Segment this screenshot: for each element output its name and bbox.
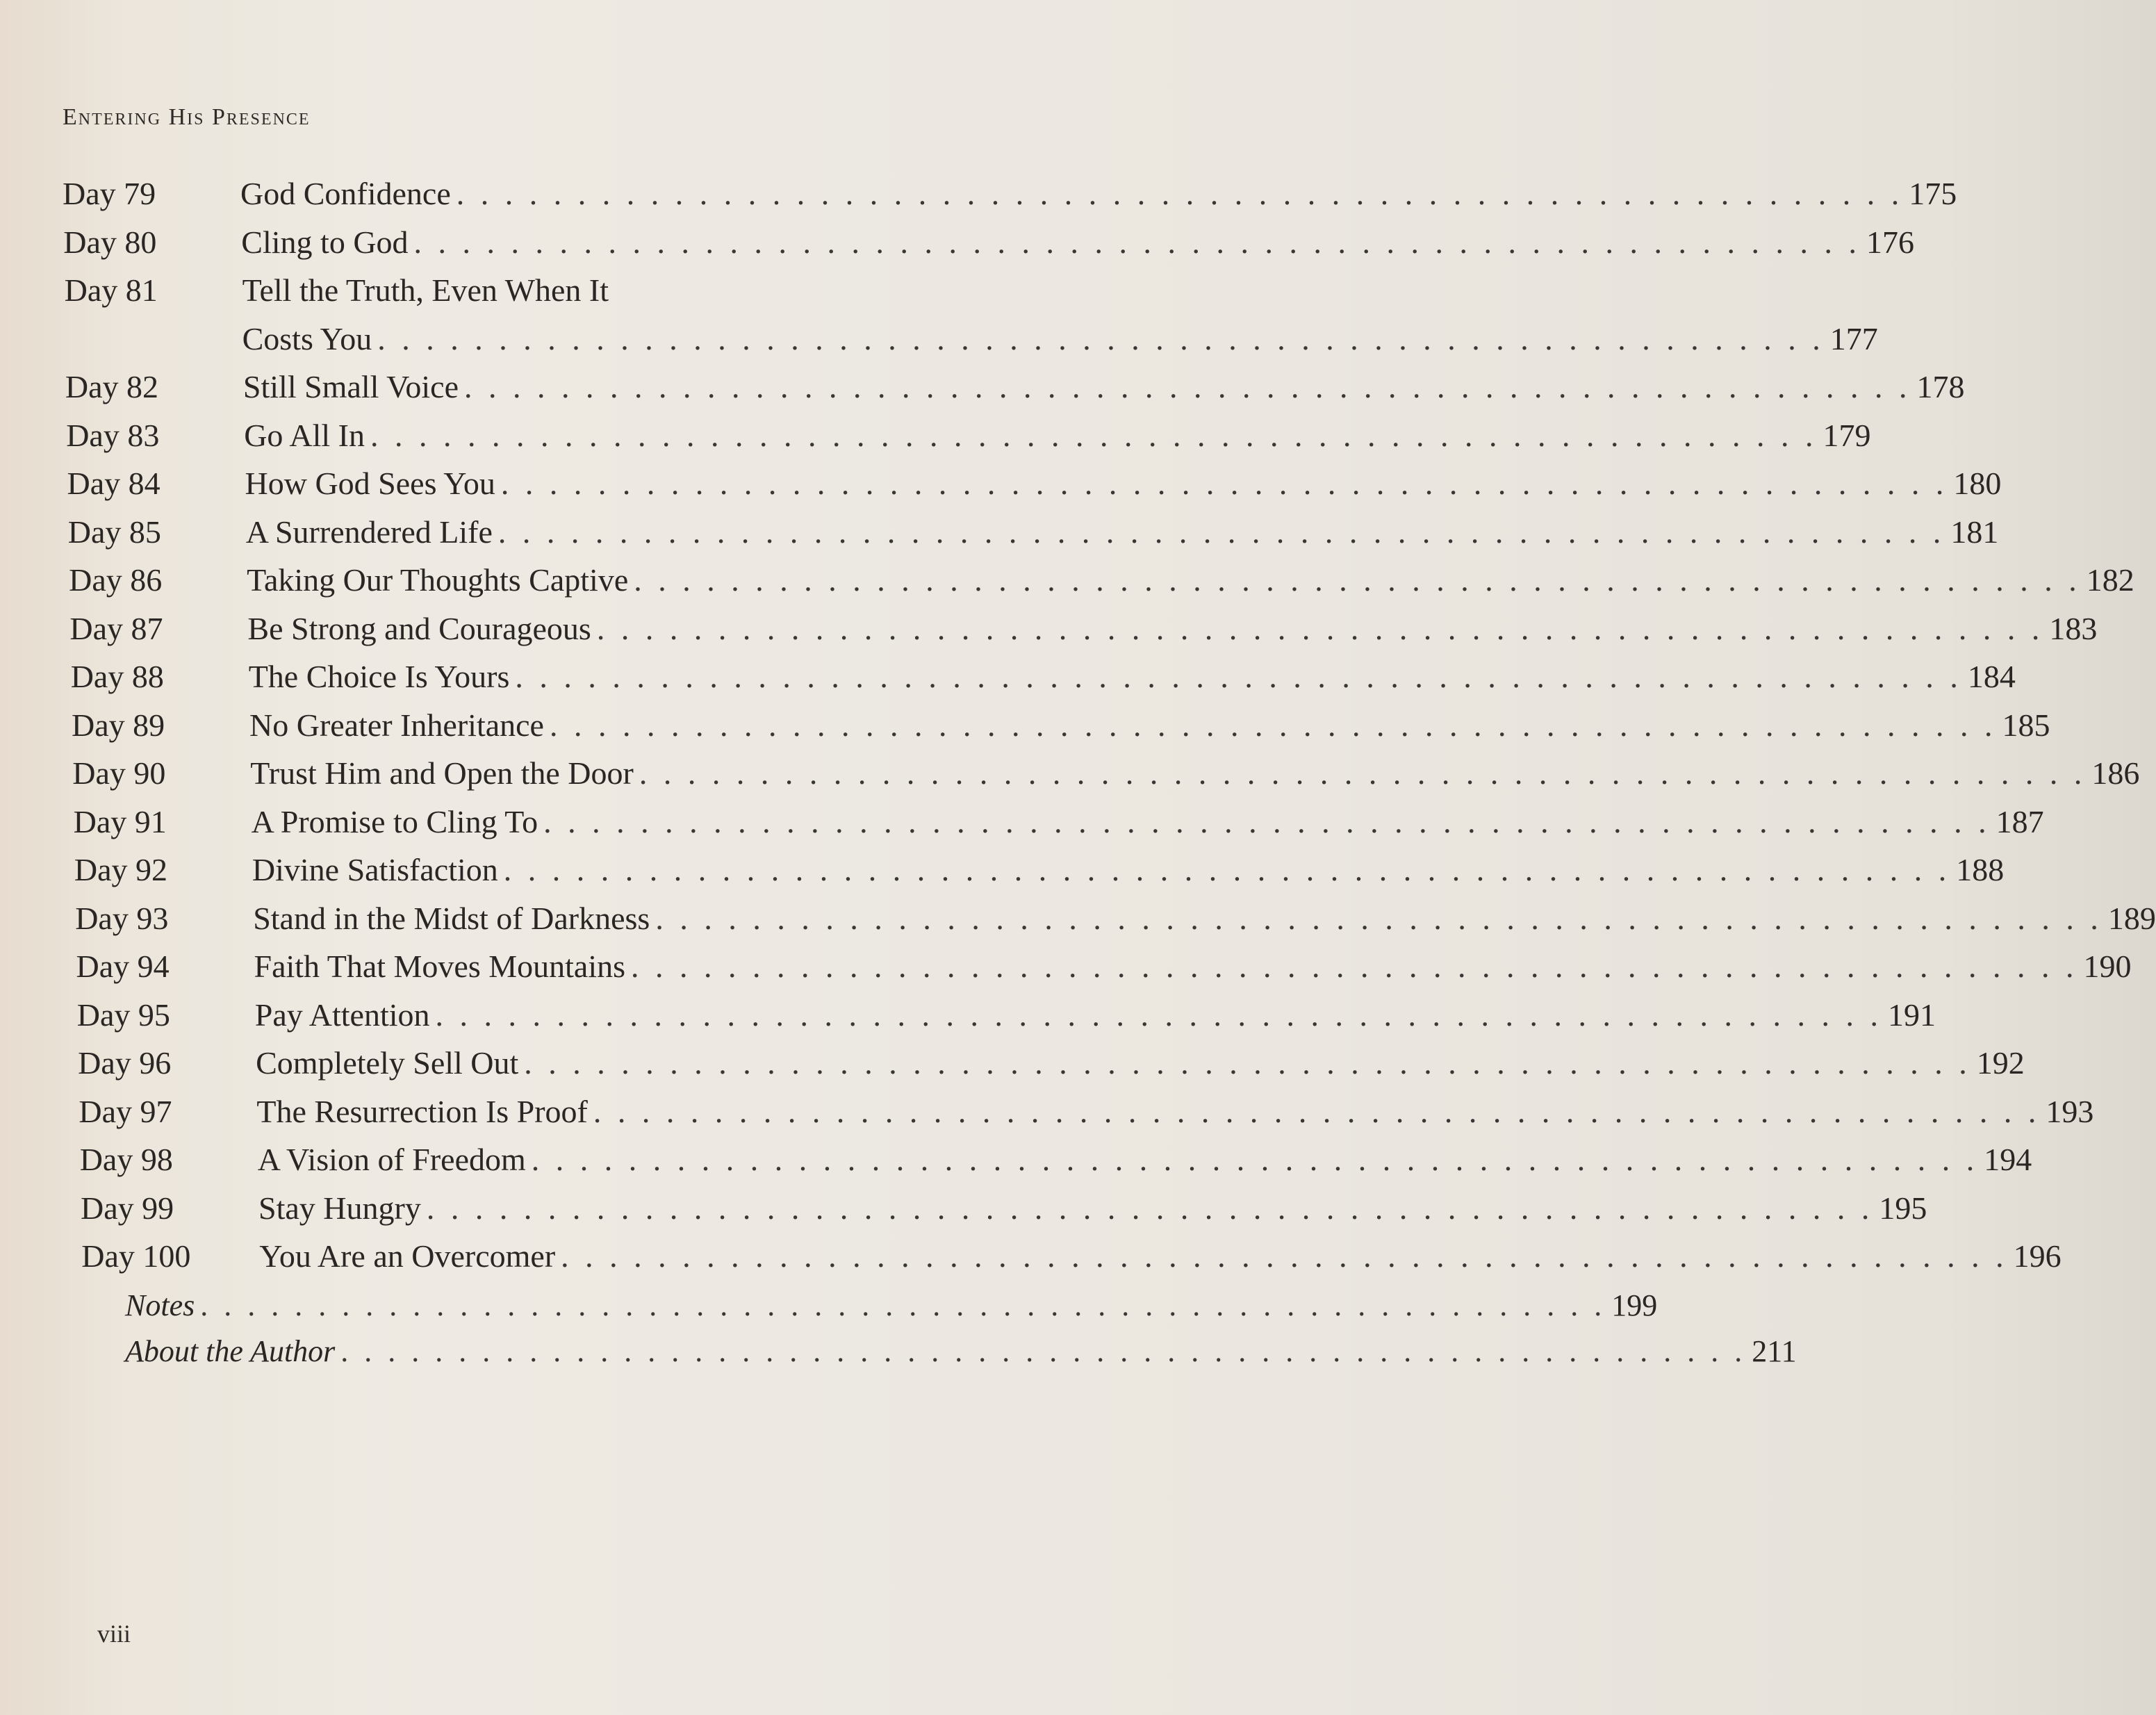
toc-page-number: 185 <box>2002 707 2050 743</box>
toc-title-line <box>241 218 1915 267</box>
dot-leader: . . . . . . . . . . . . . . . . . . . . . . . . . . . . . . . . . . . . . . . . . . . . . . . . . . . . . . . . . . . . <box>370 417 1818 453</box>
toc-title-line <box>258 1184 1927 1233</box>
toc-day-label: Day 87 <box>69 610 163 646</box>
toc-page-number: 188 <box>1956 852 2005 887</box>
toc-title-line <box>247 605 2098 653</box>
toc-day-label: Day 93 <box>75 900 169 936</box>
back-matter-page-number: 211 <box>1752 1334 1797 1368</box>
toc-entry <box>63 170 1957 218</box>
dot-leader: . . . . . . . . . . . . . . . . . . . . . . . . . . . . . . . . . . . . . . . . . . . . . . . . . . . . . . . . . . . . <box>596 610 2044 646</box>
toc-page-number: 181 <box>1950 514 1999 550</box>
toc-entry <box>79 1135 2032 1184</box>
toc-title-line <box>254 942 2132 991</box>
back-matter-entry <box>125 1329 1797 1375</box>
toc-page-number: 189 <box>2107 900 2156 936</box>
toc-title-line <box>247 556 2134 605</box>
toc-entry <box>75 894 2156 943</box>
toc-day-label: Day 84 <box>67 466 161 501</box>
toc-page-number: 178 <box>1916 369 1965 404</box>
toc-title-line <box>240 170 1957 218</box>
toc-entry <box>69 556 2134 605</box>
toc-title-continuation: Costs You <box>242 320 372 356</box>
toc-title-line <box>242 363 1965 411</box>
toc-page-number: 182 <box>2086 562 2134 598</box>
dot-leader: . . . . . . . . . . . . . . . . . . . . . . . . . . . . . . . . . . . . . . . . . . . . . . . . . . . . . . . . . . . . <box>561 1238 2008 1274</box>
toc-day-label: Day 99 <box>81 1190 174 1226</box>
dot-leader: . . . . . . . . . . . . . . . . . . . . . . . . . . . . . . . . . . . . . . . . . . . . . . . . . . . . . . . . . . . . <box>634 562 2081 598</box>
toc-page-number: 194 <box>1984 1142 2032 1177</box>
toc-title-line <box>256 1039 2025 1088</box>
toc-title: The Resurrection Is Proof <box>256 1093 588 1129</box>
toc-title: How God Sees You <box>245 466 495 501</box>
toc-entry <box>64 266 1878 363</box>
toc-title-line <box>249 701 2050 750</box>
dot-leader: . . . . . . . . . . . . . . . . . . . . . . . . . . . . . . . . . . . . . . . . . . . . . . . . . . . . . . . . . . . . <box>524 1045 1971 1081</box>
toc-title: Tell the Truth, Even When It <box>242 272 609 308</box>
toc-title-line <box>252 846 2005 894</box>
toc-title: Trust Him and Open the Door <box>250 755 634 791</box>
dot-leader: . . . . . . . . . . . . . . . . . . . . . . . . . . . . . . . . . . . . . . . . . . . . . . . . . . . . . . . . . . . . <box>377 320 1825 356</box>
toc-day-label: Day 100 <box>81 1238 191 1274</box>
toc-day-label: Day 86 <box>69 562 163 598</box>
toc-day-label: Day 96 <box>78 1045 172 1081</box>
toc-title-line <box>251 798 2044 846</box>
toc-page-number: 177 <box>1829 320 1878 356</box>
dot-leader: . . . . . . . . . . . . . . . . . . . . . . . . . . . . . . . . . . . . . . . . . . . . . . . . . . . . . . . . . . . . <box>340 1334 1747 1368</box>
toc-title: Divine Satisfaction <box>252 852 498 887</box>
toc-title: Be Strong and Courageous <box>247 610 591 646</box>
toc-day-label: Day 91 <box>73 803 167 839</box>
toc-day-label: Day 85 <box>67 514 161 550</box>
toc-day-label: Day 90 <box>72 755 166 791</box>
toc-day-label: Day 95 <box>76 996 170 1033</box>
dot-leader: . . . . . . . . . . . . . . . . . . . . . . . . . . . . . . . . . . . . . . . . . . . . . . . . . . . . . . . . . . . . <box>413 224 1861 260</box>
toc-page-number: 191 <box>1888 996 1936 1033</box>
toc-title-line <box>257 1135 2032 1184</box>
toc-day-label: Day 82 <box>65 369 159 404</box>
toc-title-line <box>256 1088 2094 1136</box>
toc-entry <box>70 653 2016 701</box>
toc-entry <box>76 942 2132 991</box>
toc-day-label: Day 98 <box>79 1142 173 1177</box>
toc-title: Completely Sell Out <box>256 1045 519 1081</box>
dot-leader: . . . . . . . . . . . . . . . . . . . . . . . . . . . . . . . . . . . . . . . . . . . . . . . . . . . . . . . . . . . . <box>497 514 1945 550</box>
toc-entry <box>66 411 1871 460</box>
toc-page-number: 195 <box>1879 1190 1927 1226</box>
toc-page-number: 184 <box>1967 659 2016 694</box>
back-matter-entry <box>125 1283 1658 1329</box>
back-matter-page-number: 199 <box>1611 1288 1658 1322</box>
toc-title-line <box>248 653 2016 701</box>
toc-day-label: Day 80 <box>63 224 157 260</box>
dot-leader: . . . . . . . . . . . . . . . . . . . . . . . . . . . . . . . . . . . . . . . . . . . . . . . . . . . . . . . . . . . . <box>593 1093 2041 1129</box>
toc-title: The Choice Is Yours <box>248 659 510 694</box>
back-matter-title: Notes <box>125 1288 195 1322</box>
toc-entry <box>69 605 2098 653</box>
toc-page-number: 180 <box>1953 466 2002 501</box>
dot-leader: . . . . . . . . . . . . . . . . . . . . . . . . . . . . . . . . . . . . . . . . . . . . . . . . . . . . . . . . . . . . <box>435 996 1883 1033</box>
dot-leader: . . . . . . . . . . . . . . . . . . . . . . . . . . . . . . . . . . . . . . . . . . . . . . . . . . . . . . . . . . . . <box>631 949 2078 984</box>
dot-leader: . . . . . . . . . . . . . . . . . . . . . . . . . . . . . . . . . . . . . . . . . . . . . . . . . . . . . . . . . . . . <box>531 1142 1979 1177</box>
back-matter-list <box>125 1283 1797 1375</box>
toc-title: God Confidence <box>240 176 451 211</box>
toc-entry <box>63 218 1915 267</box>
toc-entry <box>74 846 2005 894</box>
toc-entry <box>81 1184 1927 1233</box>
toc-title-line <box>253 894 2156 943</box>
toc-title-line <box>242 315 1878 363</box>
toc-day-label: Day 92 <box>74 852 168 887</box>
toc-page-number: 176 <box>1866 224 1915 260</box>
toc-title: No Greater Inheritance <box>249 707 544 743</box>
toc-title: Still Small Voice <box>242 369 459 404</box>
toc-entry <box>73 798 2044 846</box>
toc-title-line <box>245 459 2002 508</box>
toc-title: Pay Attention <box>254 996 430 1033</box>
toc-page-number: 187 <box>1995 803 2044 839</box>
toc-title: A Promise to Cling To <box>251 803 538 839</box>
dot-leader: . . . . . . . . . . . . . . . . . . . . . . . . . . . . . . . . . . . . . . . . . . . . . . . . . . . . . . . . . . . . <box>639 755 2087 791</box>
toc-entry <box>72 749 2140 798</box>
toc-page-number: 179 <box>1822 417 1871 453</box>
table-of-contents <box>63 170 2156 1281</box>
toc-page-number: 175 <box>1909 176 1957 211</box>
dot-leader: . . . . . . . . . . . . . . . . . . . . . . . . . . . . . . . . . . . . . . . . . . . . . . . . . . . . . . . . . . . . <box>515 659 1962 694</box>
toc-title-line <box>244 411 1871 460</box>
toc-day-label: Day 81 <box>64 272 158 308</box>
toc-entry <box>78 1039 2025 1088</box>
dot-leader: . . . . . . . . . . . . . . . . . . . . . . . . . . . . . . . . . . . . . . . . . . . . . . . . . . . . . . . . . . . . <box>464 369 1911 404</box>
toc-title-line <box>254 991 1936 1040</box>
toc-day-label: Day 89 <box>72 707 165 743</box>
page-number-folio: viii <box>97 1620 131 1648</box>
toc-entry <box>72 701 2050 750</box>
toc-page-number: 196 <box>2013 1238 2062 1274</box>
toc-title: Go All In <box>244 417 365 453</box>
toc-title: A Vision of Freedom <box>257 1142 526 1177</box>
toc-title: Cling to God <box>241 224 409 260</box>
toc-title: Taking Our Thoughts Captive <box>247 562 629 598</box>
dot-leader: . . . . . . . . . . . . . . . . . . . . . . . . . . . . . . . . . . . . . . . . . . . . . . . . . . . . . . . . . . . . <box>503 852 1951 887</box>
running-head: Entering His Presence <box>63 104 311 130</box>
toc-title-line <box>245 508 1999 557</box>
dot-leader: . . . . . . . . . . . . . . . . . . . . . . . . . . . . . . . . . . . . . . . . . . . . . . . . . . . . . . . . . . . . <box>655 900 2102 936</box>
toc-title: Stand in the Midst of Darkness <box>253 900 650 936</box>
back-matter-title: About the Author <box>125 1334 336 1368</box>
toc-page-number: 190 <box>2083 949 2132 984</box>
toc-entry <box>81 1232 2062 1281</box>
toc-page-number: 192 <box>1976 1045 2025 1081</box>
toc-entry <box>67 508 1999 557</box>
toc-title: Faith That Moves Mountains <box>254 949 626 984</box>
toc-entry <box>79 1088 2094 1136</box>
dot-leader: . . . . . . . . . . . . . . . . . . . . . . . . . . . . . . . . . . . . . . . . . . . . . . . . . . . . . . . . . . . . <box>500 466 1948 501</box>
toc-day-label: Day 88 <box>70 659 164 694</box>
toc-title-line <box>250 749 2140 798</box>
toc-day-label: Day 79 <box>63 176 156 211</box>
toc-day-label: Day 94 <box>76 949 170 984</box>
dot-leader: . . . . . . . . . . . . . . . . . . . . . . . . . . . . . . . . . . . . . . . . . . . . . . . . . . . . . . . . . . . . <box>200 1288 1606 1322</box>
toc-title-line <box>259 1232 2062 1281</box>
dot-leader: . . . . . . . . . . . . . . . . . . . . . . . . . . . . . . . . . . . . . . . . . . . . . . . . . . . . . . . . . . . . <box>456 176 1904 211</box>
toc-title: You Are an Overcomer <box>259 1238 556 1274</box>
toc-title: Stay Hungry <box>258 1190 421 1226</box>
dot-leader: . . . . . . . . . . . . . . . . . . . . . . . . . . . . . . . . . . . . . . . . . . . . . . . . . . . . . . . . . . . . <box>426 1190 1874 1226</box>
toc-entry <box>67 459 2002 508</box>
toc-page-number: 183 <box>2049 610 2098 646</box>
dot-leader: . . . . . . . . . . . . . . . . . . . . . . . . . . . . . . . . . . . . . . . . . . . . . . . . . . . . . . . . . . . . <box>549 707 1997 743</box>
dot-leader: . . . . . . . . . . . . . . . . . . . . . . . . . . . . . . . . . . . . . . . . . . . . . . . . . . . . . . . . . . . . <box>543 803 1991 839</box>
toc-day-label: Day 83 <box>66 417 160 453</box>
toc-entry <box>65 363 1965 411</box>
toc-title-line <box>242 266 875 315</box>
toc-entry <box>76 991 1936 1040</box>
toc-page-number: 193 <box>2046 1093 2094 1129</box>
toc-title: A Surrendered Life <box>245 514 493 550</box>
toc-day-label: Day 97 <box>79 1093 172 1129</box>
toc-page-number: 186 <box>2091 755 2140 791</box>
